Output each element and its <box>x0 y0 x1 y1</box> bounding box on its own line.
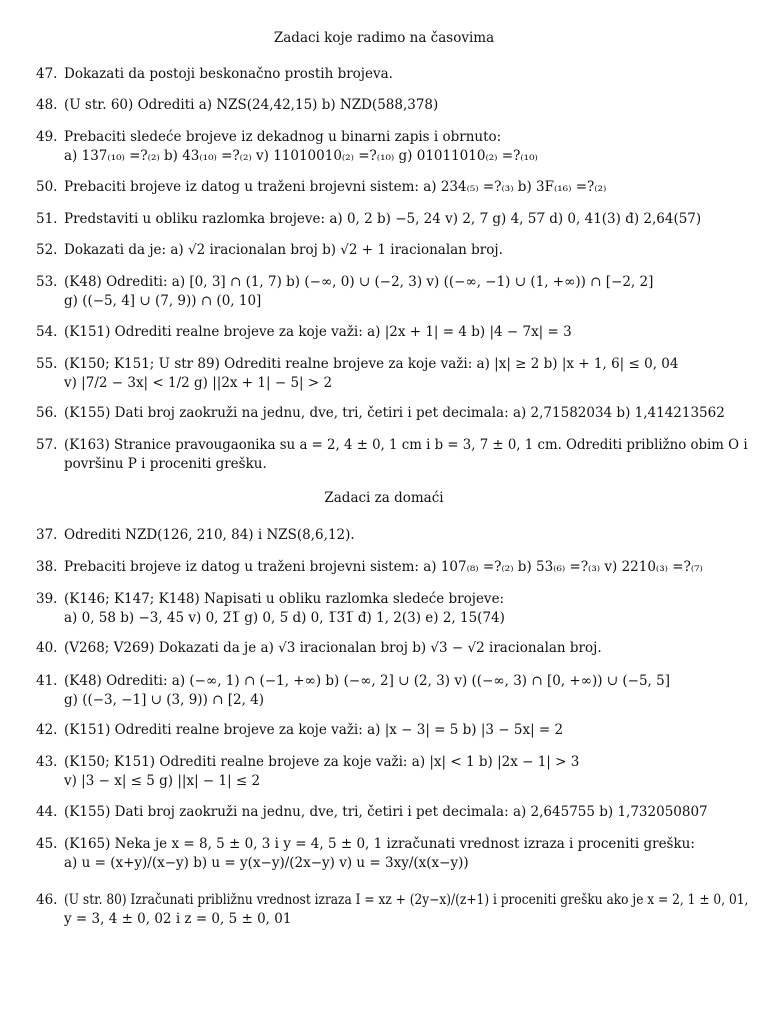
task-number: 51. <box>36 211 58 227</box>
task-text: Prebaciti brojeve iz datog u traženi brojevni sistem: a) 107₍₈₎ =?₍₂₎ b) 53₍₆₎ =?₍₃₎ v) 2210₍₃₎ =?₍₇₎ <box>64 559 703 575</box>
task-text: (K155) Dati broj zaokruži na jednu, dve, tri, četiri i pet decimala: a) 2,71582034 b) 1,414213562 <box>64 405 725 421</box>
section-heading-home: Zadaci za domaći <box>324 490 444 506</box>
task-subparts: površinu P i proceniti grešku. <box>64 456 267 472</box>
task-number: 56. <box>36 405 58 421</box>
task-text: (V268; V269) Dokazati da je a) √3 iracionalan broj b) √3 − √2 iracionalan broj. <box>64 640 602 656</box>
task-number: 41. <box>36 673 58 689</box>
task-text: (K155) Dati broj zaokruži na jednu, dve, tri, četiri i pet decimala: a) 2,645755 b) 1,732050807 <box>64 804 708 820</box>
task-number: 45. <box>36 836 58 852</box>
task-number: 38. <box>36 559 58 575</box>
task-text: (K165) Neka je x = 8, 5 ± 0, 3 i y = 4, 5 ± 0, 1 izračunati vrednost izraza i proceniti grešku: <box>64 836 695 852</box>
task-number: 44. <box>36 804 58 820</box>
task-number: 52. <box>36 242 58 258</box>
task-subparts: v) |3 − x| ≤ 5 g) ||x| − 1| ≤ 2 <box>64 773 261 789</box>
task-text: Predstaviti u obliku razlomka brojeve: a) 0, 2 b) −5, 24 v) 2, 7̅ g) 4, 5̅7̅ d) 0, 41(3) đ) 2,64(57) <box>64 211 702 227</box>
task-subparts: g) ((−5, 4] ∪ (7, 9)) ∩ (0, 10] <box>64 293 262 309</box>
task-text: Prebaciti sledeće brojeve iz dekadnog u binarni zapis i obrnuto: <box>64 129 502 145</box>
task-number: 53. <box>36 274 58 290</box>
section-heading-class: Zadaci koje radimo na časovima <box>273 30 495 46</box>
task-text: Dokazati da postoji beskonačno prostih brojeva. <box>64 66 393 82</box>
task-subparts: v) |7/2 − 3x| < 1/2 g) ||2x + 1| − 5| > 2 <box>64 375 333 391</box>
task-number: 47. <box>36 66 58 82</box>
task-number: 37. <box>36 527 58 543</box>
task-text: (K151) Odrediti realne brojeve za koje važi: a) |2x + 1| = 4 b) |4 − 7x| = 3 <box>64 324 572 340</box>
task-text: Prebaciti brojeve iz datog u traženi brojevni sistem: a) 234₍₅₎ =?₍₃₎ b) 3F₍₁₆₎ =?₍₂₎ <box>64 179 607 195</box>
task-subparts: a) u = (x+y)/(x−y) b) u = y(x−y)/(2x−y) v) u = 3xy/(x(x−y)) <box>64 855 469 871</box>
task-number: 54. <box>36 324 58 340</box>
task-text: (K150; K151) Odrediti realne brojeve za koje važi: a) |x| < 1 b) |2x − 1| > 3 <box>64 754 580 770</box>
task-text: (K150; K151; U str 89) Odrediti realne brojeve za koje važi: a) |x| ≥ 2 b) |x + 1, 6| ≤ 0, 04 <box>64 356 679 372</box>
task-number: 42. <box>36 722 58 738</box>
task-text: (K48) Odrediti: a) [0, 3] ∩ (1, 7) b) (−∞, 0) ∪ (−2, 3) v) ((−∞, −1) ∪ (1, +∞)) ∩ [−2, 2] <box>64 274 654 290</box>
task-text: (K151) Odrediti realne brojeve za koje važi: a) |x − 3| = 5 b) |3 − 5x| = 2 <box>64 722 564 738</box>
task-number: 50. <box>36 179 58 195</box>
task-text: (K163) Stranice pravougaonika su a = 2, 4 ± 0, 1 cm i b = 3, 7 ± 0, 1 cm. Odrediti približno obim O i <box>64 437 748 453</box>
task-text: (K48) Odrediti: a) (−∞, 1) ∩ (−1, +∞) b) (−∞, 2] ∪ (2, 3) v) ((−∞, 3) ∩ [0, +∞)) ∪ (−5, 5] <box>64 673 670 689</box>
task-subparts: a) 137₍₁₀₎ =?₍₂₎ b) 43₍₁₀₎ =?₍₂₎ v) 11010010₍₂₎ =?₍₁₀₎ g) 01011010₍₂₎ =?₍₁₀₎ <box>64 148 538 164</box>
task-number: 57. <box>36 437 58 453</box>
task-number: 40. <box>36 640 58 656</box>
task-number: 39. <box>36 591 58 607</box>
task-number: 43. <box>36 754 58 770</box>
task-text: (U str. 60) Odrediti a) NZS(24,42,15) b) NZD(588,378) <box>64 97 439 113</box>
task-text: (U str. 80) Izračunati približnu vrednost izraza I = xz + (2y−x)/(z+1) i proceniti grešku ako je x = 2, 1 ± 0, 01, <box>64 892 749 908</box>
task-text: (K146; K147; K148) Napisati u obliku razlomka sledeće brojeve: <box>64 591 505 607</box>
task-number: 55. <box>36 356 58 372</box>
task-text: Odrediti NZD(126, 210, 84) i NZS(8,6,12). <box>64 527 355 543</box>
task-subparts: y = 3, 4 ± 0, 02 i z = 0, 5 ± 0, 01 <box>64 911 292 927</box>
task-number: 48. <box>36 97 58 113</box>
task-number: 46. <box>36 892 58 908</box>
task-text: Dokazati da je: a) √2 iracionalan broj b) √2 + 1 iracionalan broj. <box>64 242 503 258</box>
task-subparts: g) ((−3, −1] ∪ (3, 9)) ∩ [2, 4) <box>64 692 265 708</box>
task-number: 49. <box>36 129 58 145</box>
task-subparts: a) 0, 58 b) −3, 45 v) 0, 2̅1̅ g) 0, 5̅ d) 0, 1̅3̅1̅ đ) 1, 2(3) e) 2, 15(74) <box>64 610 505 626</box>
